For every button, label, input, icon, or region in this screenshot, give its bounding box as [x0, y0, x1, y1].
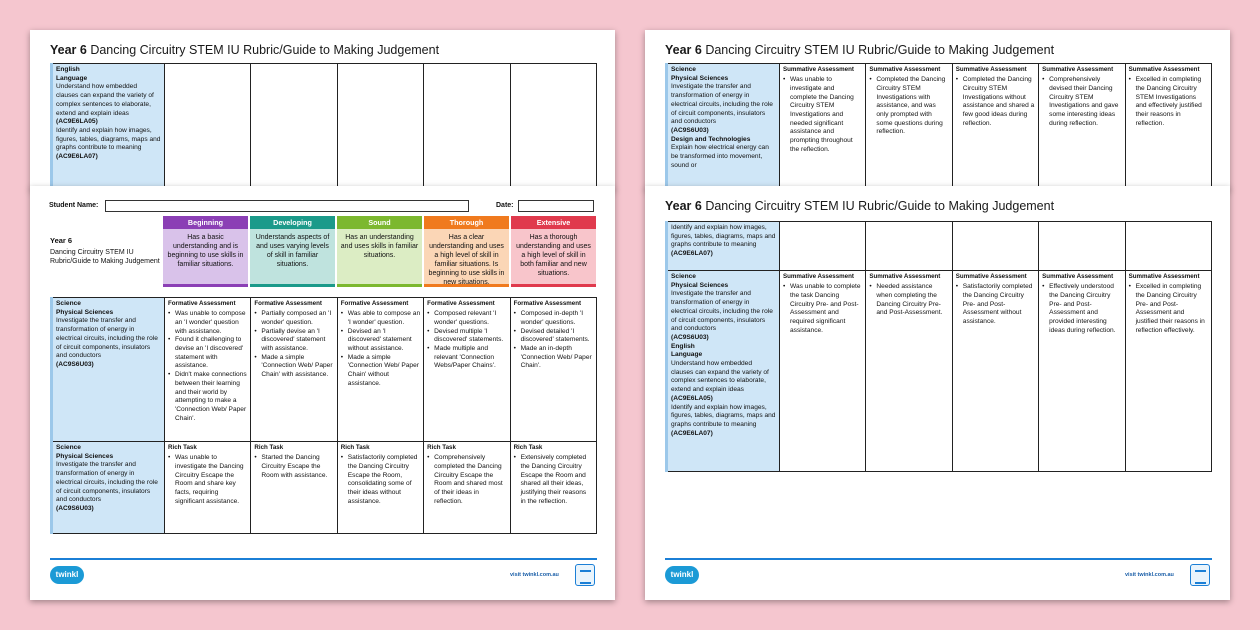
date-label: Date:: [496, 202, 514, 209]
bullet-item: • Devised multiple 'I discovered' statements.: [427, 328, 506, 345]
bullet-item: • Extensively completed the Dancing Circuitry Escape the Room and shared all their ideas, justifying their reasons in the reflection.: [514, 454, 593, 506]
bullet-item: • Was able to compose an 'I wonder' question.: [341, 310, 420, 327]
badge-icon: [575, 564, 595, 586]
bullet-item: • Partially composed an 'I wonder' question.: [254, 310, 333, 327]
summative-cell: Summative Assessment • Completed the Dancing Circuitry STEM Investigations without assistance and shared a few good ideas during reflection.: [952, 64, 1038, 188]
empty-cell: [165, 64, 251, 191]
empty-cell: [337, 64, 423, 191]
front-left-sheet: [30, 186, 615, 600]
criteria-cell: English Language Understand how embedded clauses can expand the variety of complex sentences to elaborate, extend and explain ideas (AC9E6LA05) Identify and explain how images, figures, tables, diagrams, maps and graphs contribute to meaning (AC9E6LA07): [52, 64, 165, 191]
bullet-item: • Partially devise an 'I discovered' statement with assistance.: [254, 328, 333, 354]
summative-cell: Summative Assessment • Excelled in completing the Dancing Circuitry Pre- and Post-Assessment and justified their reasons in reflection effectively.: [1125, 271, 1211, 472]
level-headers: [163, 216, 596, 297]
criteria-cell: Science Physical Sciences Investigate the transfer and transformation of energy in electrical circuits, including the role of circuit components, insulators and conductors (AC9S6U03): [52, 442, 165, 534]
top-right-sheet: [645, 30, 1230, 190]
empty-cell: [952, 222, 1038, 271]
back-left-sheet: [30, 30, 615, 190]
date-field[interactable]: [518, 200, 594, 212]
bullet-item: • Composed in-depth 'I wonder' questions.: [514, 310, 593, 327]
formative-cell: Formative Assessment • Was unable to compose an 'I wonder' question with assistance. • Found it challenging to devise an 'I discovered' statement with assistance. • Didn't make connections between their learning and their world by attempting to make a 'Connection Web/ Paper Chain'.: [165, 298, 251, 442]
criteria-cell: Identify and explain how images, figures, tables, diagrams, maps and graphs contribute to meaning (AC9E6LA07): [667, 222, 780, 271]
bullet-item: • Made multiple and relevant 'Connection Webs/Paper Chains'.: [427, 345, 506, 371]
level-name: Extensive: [511, 216, 596, 229]
empty-cell: [424, 64, 510, 191]
twinkl-logo: twinkl: [50, 566, 84, 584]
footer-line: [665, 558, 1212, 560]
bullet-item: • Made an in-depth 'Connection Web/ Paper Chain'.: [514, 345, 593, 371]
level-name: Beginning: [163, 216, 248, 229]
empty-cell: [510, 64, 596, 191]
level-description: Has a thorough understanding and uses a high level of skill in both familiar and new situations.: [511, 229, 596, 287]
level-extensive: [511, 216, 596, 297]
bullet-item: • Satisfactorily completed the Dancing Circuitry Escape the Room, consolidating some of their ideas without assistance.: [341, 454, 420, 506]
student-name-label: Student Name:: [49, 202, 99, 209]
level-name: Developing: [250, 216, 335, 229]
bullet-item: • Didn't make connections between their learning and their world by attempting to make a 'Connection Web/ Paper Chain'.: [168, 371, 247, 423]
bottom-right-sheet: [645, 186, 1230, 600]
rich-task-cell: Rich Task • Satisfactorily completed the Dancing Circuitry Escape the Room, consolidating some of their ideas without assistance.: [337, 442, 423, 534]
student-name-field[interactable]: [105, 200, 469, 212]
summative-cell: Summative Assessment • Satisfactorily completed the Dancing Circuitry Pre- and Post-Assessment without assistance.: [952, 271, 1038, 472]
summative-cell: Summative Assessment • Completed the Dancing Circuitry STEM Investigations with assistance, and was only prompted with some questions during reflection.: [866, 64, 952, 188]
level-description: Understands aspects of and uses varying levels of skill in familiar situations.: [250, 229, 335, 287]
formative-cell: Formative Assessment • Partially composed an 'I wonder' question. • Partially devise an 'I discovered' statement with assistance. • Made a simple 'Connection Web/ Paper Chain' with assistance.: [251, 298, 337, 442]
sheet-title: Year 6 Dancing Circuitry STEM IU Rubric/Guide to Making Judgement: [665, 43, 1055, 57]
twinkl-logo: twinkl: [665, 566, 699, 584]
empty-cell: [780, 222, 866, 271]
bullet-item: • Made a simple 'Connection Web/ Paper Chain' with assistance.: [254, 354, 333, 380]
rich-task-cell: Rich Task • Extensively completed the Dancing Circuitry Escape the Room and shared all their ideas, justifying their reasons in the reflection.: [510, 442, 596, 534]
formative-cell: Formative Assessment • Was able to compose an 'I wonder' question. • Devised an 'I discovered' statement without assistance. • Made a simple 'Connection Web/ Paper Chain' without assistance.: [337, 298, 423, 442]
bullet-item: • Was unable to investigate the Dancing Circuitry Escape the Room and share key facts, requiring significant assistance.: [168, 454, 247, 506]
criteria-cell: Science Physical Sciences Investigate the transfer and transformation of energy in electrical circuits, including the role of circuit components, insulators and conductors (AC9S6U03) English Language Understand how embedded clauses can expand the variety of complex sentences to elaborate, extend and explain ideas (AC9E6LA05) Identify and explain how images, figures, tables, diagrams, maps and graphs contribute to meaning (AC9E6LA07): [667, 271, 780, 472]
summative-cell: Summative Assessment • Effectively understood the Dancing Circuitry Pre- and Post-Assessment and provided interesting ideas during reflection.: [1039, 271, 1125, 472]
rubric-table: [50, 63, 597, 190]
criteria-cell: Science Physical Sciences Investigate the transfer and transformation of energy in electrical circuits, including the role of circuit components, insulators and conductors (AC9S6U03): [52, 298, 165, 442]
empty-cell: [866, 222, 952, 271]
criteria-cell: Science Physical Sciences Investigate the transfer and transformation of energy in electrical circuits, including the role of circuit components, insulators and conductors (AC9S6U03) Design and Technologies Explain how electrical energy can be transformed into movement, sound or: [667, 64, 780, 188]
formative-cell: Formative Assessment • Composed relevant 'I wonder' questions. • Devised multiple 'I discovered' statements. • Made multiple and relevant 'Connection Webs/Paper Chains'.: [424, 298, 510, 442]
bullet-item: • Started the Dancing Circuitry Escape the Room with assistance.: [254, 454, 333, 480]
summative-cell: Summative Assessment • Was unable to complete the task Dancing Circuitry Pre- and Post-Assessment and required significant assistance.: [780, 271, 866, 472]
level-beginning: [163, 216, 248, 297]
badge-icon: [1190, 564, 1210, 586]
rich-task-cell: Rich Task • Was unable to investigate the Dancing Circuitry Escape the Room and share key facts, requiring significant assistance.: [165, 442, 251, 534]
sheet-title: Year 6 Dancing Circuitry STEM IU Rubric/Guide to Making Judgement: [50, 43, 440, 57]
visit-link[interactable]: visit twinkl.com.au: [1125, 572, 1174, 578]
bullet-item: • Comprehensively completed the Dancing Circuitry Escape the Room and shared most of their ideas in reflection.: [427, 454, 506, 506]
bullet-item: • Devised detailed 'I discovered' statements.: [514, 328, 593, 345]
empty-cell: [1039, 222, 1125, 271]
footer-line: [50, 558, 597, 560]
visit-link[interactable]: visit twinkl.com.au: [510, 572, 559, 578]
rubric-table: [50, 297, 597, 534]
summative-cell: Summative Assessment • Needed assistance when completing the Dancing Circuitry Pre- and Post-Assessment.: [866, 271, 952, 472]
bullet-item: • Found it challenging to devise an 'I discovered' statement with assistance.: [168, 336, 247, 371]
empty-cell: [1125, 222, 1211, 271]
rubric-table: [665, 221, 1212, 472]
bullet-item: • Made a simple 'Connection Web/ Paper Chain' without assistance.: [341, 354, 420, 389]
empty-cell: [251, 64, 337, 191]
bullet-item: • Devised an 'I discovered' statement without assistance.: [341, 328, 420, 354]
level-sound: [337, 216, 422, 297]
formative-cell: Formative Assessment • Composed in-depth 'I wonder' questions. • Devised detailed 'I discovered' statements. • Made an in-depth 'Connection Web/ Paper Chain'.: [510, 298, 596, 442]
rich-task-cell: Rich Task • Comprehensively completed the Dancing Circuitry Escape the Room and shared most of their ideas in reflection.: [424, 442, 510, 534]
sheet-title: Year 6 Dancing Circuitry STEM IU Rubric/Guide to Making Judgement: [665, 199, 1055, 213]
level-description: Has a basic understanding and is beginning to use skills in familiar situations.: [163, 229, 248, 287]
level-thorough: [424, 216, 509, 297]
bullet-item: • Composed relevant 'I wonder' questions.: [427, 310, 506, 327]
summative-cell: Summative Assessment • Comprehensively devised their Dancing Circuitry STEM Investigations and gave some interesting ideas during reflection.: [1039, 64, 1125, 188]
level-name: Thorough: [424, 216, 509, 229]
summative-cell: Summative Assessment • Excelled in completing the Dancing Circuitry STEM Investigations and effectively justified their reasons in reflection.: [1125, 64, 1211, 188]
bullet-item: • Was unable to compose an 'I wonder' question with assistance.: [168, 310, 247, 336]
level-description: Has a clear understanding and uses a high level of skill in familiar situations. Is beginning to use skills in new situations.: [424, 229, 509, 287]
level-description: Has an understanding and uses skills in familiar situations.: [337, 229, 422, 287]
level-developing: [250, 216, 335, 297]
level-name: Sound: [337, 216, 422, 229]
summative-cell: Summative Assessment • Was unable to investigate and complete the Dancing Circuitry STEM Investigations and needed significant assistance and prompting throughout the reflection.: [780, 64, 866, 188]
rubric-table: [665, 63, 1212, 188]
rubric-title-block: Year 6 Dancing Circuitry STEM IU Rubric/Guide to Making Judgement: [50, 236, 160, 266]
rich-task-cell: Rich Task • Started the Dancing Circuitry Escape the Room with assistance.: [251, 442, 337, 534]
